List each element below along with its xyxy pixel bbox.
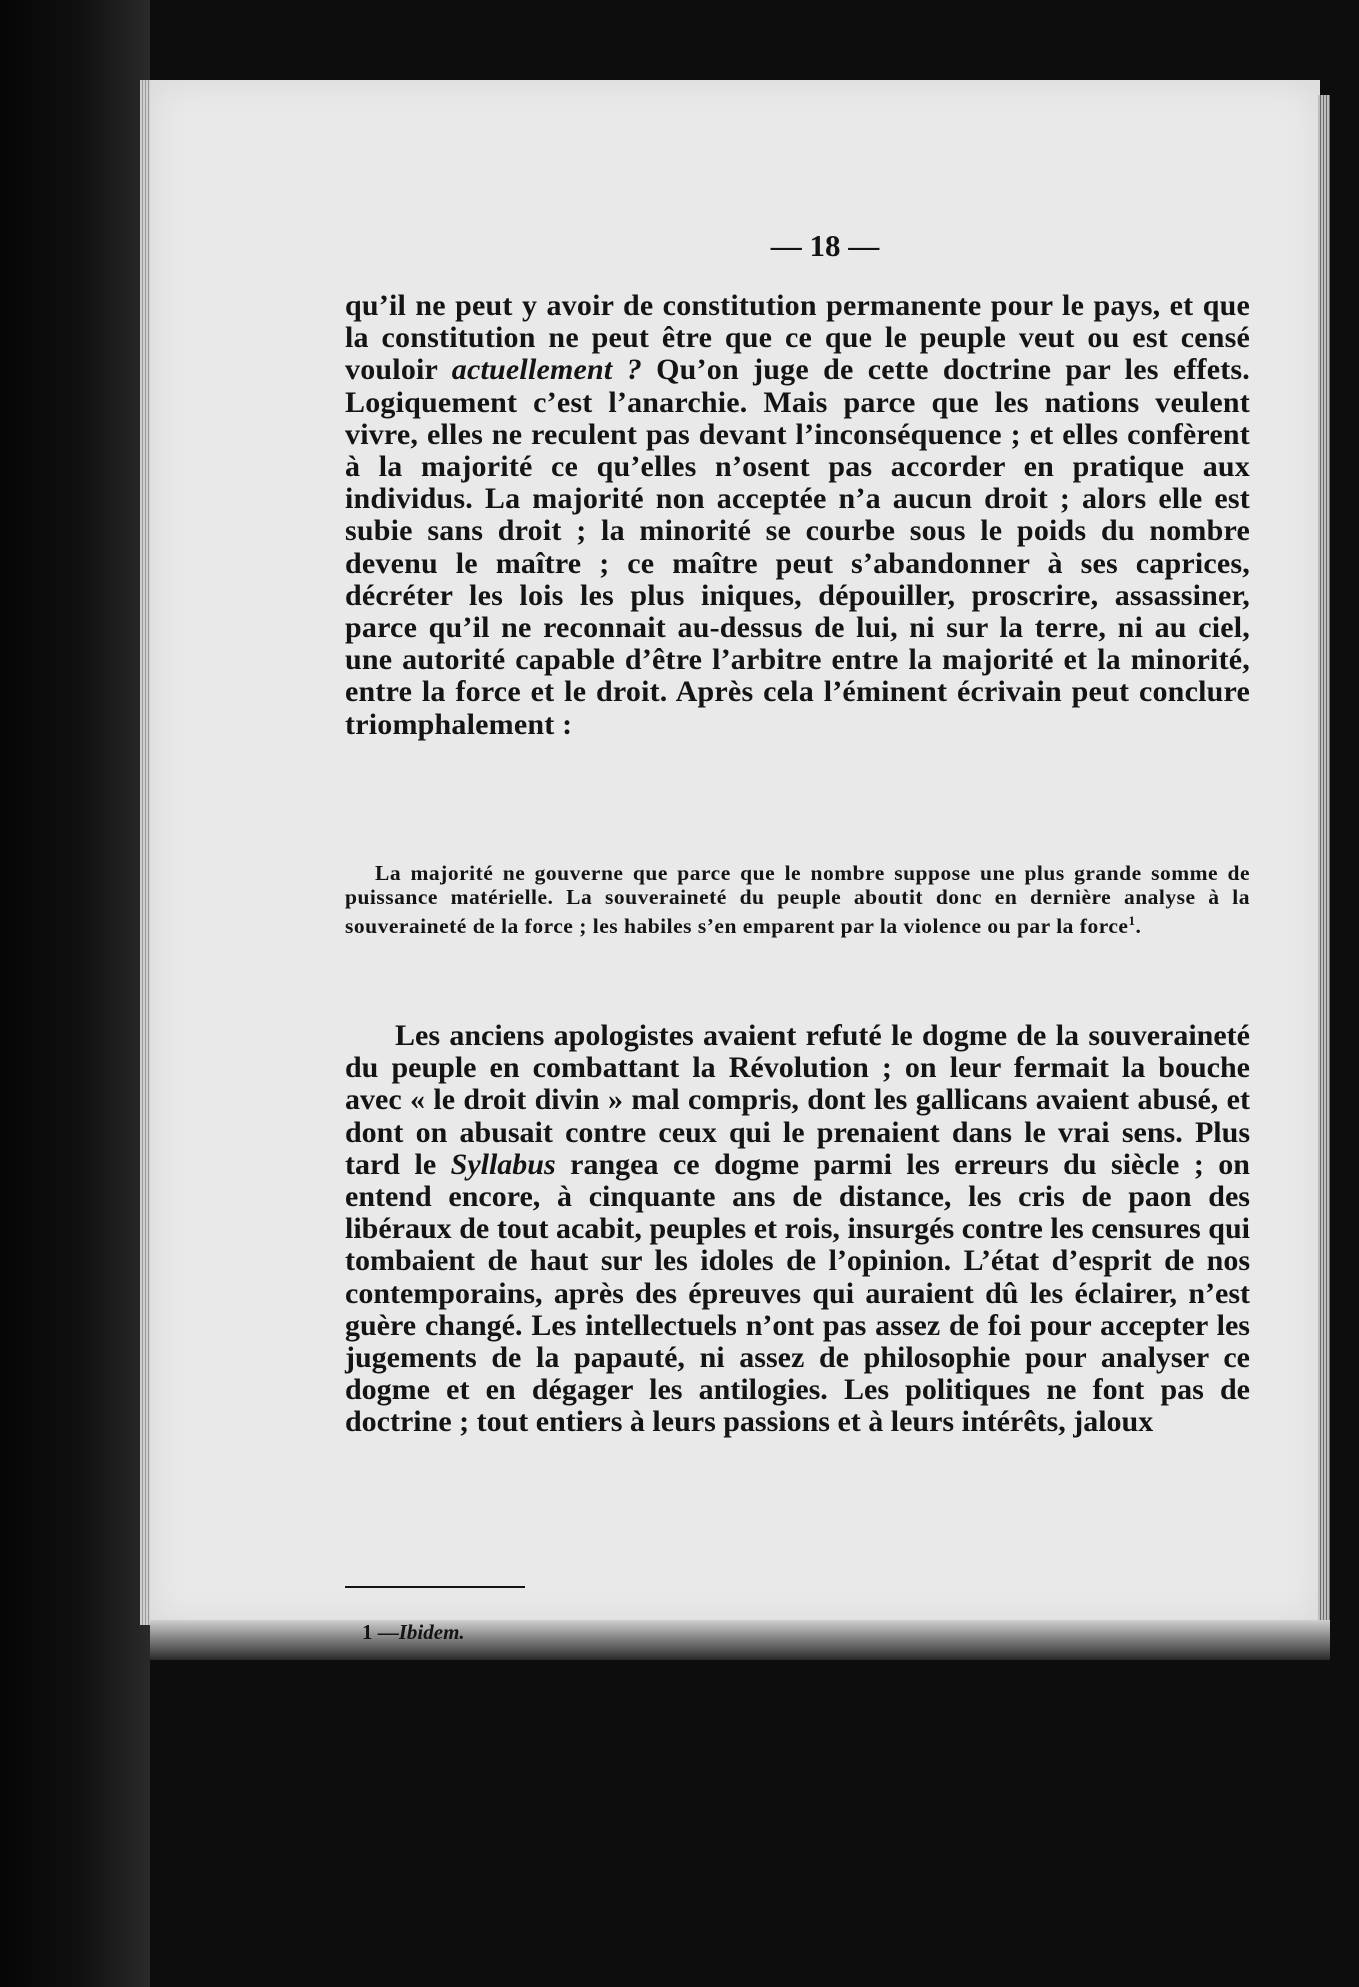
footnote-reference[interactable]: 1	[1128, 913, 1136, 928]
paragraph-1-text-b: Qu’on juge de cette doctrine par les effets. Logiquement c’est l’anarchie. Mais parce que les nations veulent vivre, elles ne reculent pas devant l’inconséquence ; et elles confèrent à la majorité ce qu’elles n’osent pas accorder en pratique aux individus. La majorité non acceptée n’a aucun droit ; alors elle est subie sans droit ; la minorité se courbe sous le poids du nombre devenu le maître ; ce maître peut s’abandonner à ses caprices, décréter les lois les plus iniques, dépouiller, proscrire, assassiner, parce qu’il ne reconnait au-dessus de lui, ni sur la terre, ni au ciel, une autorité capable d’être l’arbitre entre la majorité et la minorité, entre la force et le droit. Après cela l’éminent écrivain peut conclure triomphalement :	[345, 353, 1250, 741]
paragraph-2-text-a: Les anciens apologistes avaient refuté le dogme de la souveraineté du peuple en combattant la Révolution ; on leur fermait la bouche avec « le droit divin » mal compris, dont les gallicans avaient abusé, et dont on abusait contre ceux qui le prenaient dans le vrai sens. Plus tard le	[345, 1019, 1250, 1181]
body-paragraph-1	[345, 290, 1250, 741]
paragraph-2-italic: Syllabus	[450, 1147, 556, 1181]
quotation-end: .	[1135, 914, 1142, 939]
paragraph-1-text-a: qu’il ne peut y avoir de constitution permanente pour le pays, et que la constitution ne peut être que ce que le peuple veut ou est censé vouloir	[345, 289, 1250, 387]
paragraph-2-text-b: rangea ce dogme parmi les erreurs du siècle ; on entend encore, à cinquante ans de distance, les cris de paon des libéraux de tout acabit, peuples et rois, insurgés contre les censures qui tombaient de haut sur les idoles de l’opinion. L’état d’esprit de nos contemporains, après des épreuves qui auraient dû les éclairer, n’est guère changé. Les intellectuels n’ont pas assez de foi pour accepter les jugements de la papauté, ni assez de philosophie pour analyser ce dogme et en dégager les antilogies. Les politiques ne font pas de doctrine ; tout entiers à leurs passions et à leurs intérêts, jaloux	[345, 1147, 1250, 1439]
quotation-text: La majorité ne gouverne que parce que le nombre suppose une plus grande somme de puissance matérielle. La souveraineté du peuple aboutit donc en dernière analyse à la souveraineté de la force ; les habiles s’en emparent par la violence ou par la force	[345, 861, 1250, 939]
footnote-marker: 1 —	[362, 1620, 399, 1644]
scan-dark-margin-left	[0, 0, 150, 1987]
page-edge-stack-right	[1318, 95, 1330, 1635]
paragraph-1-italic: actuellement ?	[451, 353, 642, 387]
block-quotation	[345, 862, 1250, 939]
page-number: — 18 —	[770, 228, 880, 263]
footnote-separator	[345, 1586, 525, 1588]
footnote	[362, 1620, 465, 1645]
body-paragraph-2	[345, 1020, 1250, 1439]
page-bottom-shadow	[150, 1620, 1330, 1660]
footnote-text: Ibidem.	[398, 1620, 465, 1644]
